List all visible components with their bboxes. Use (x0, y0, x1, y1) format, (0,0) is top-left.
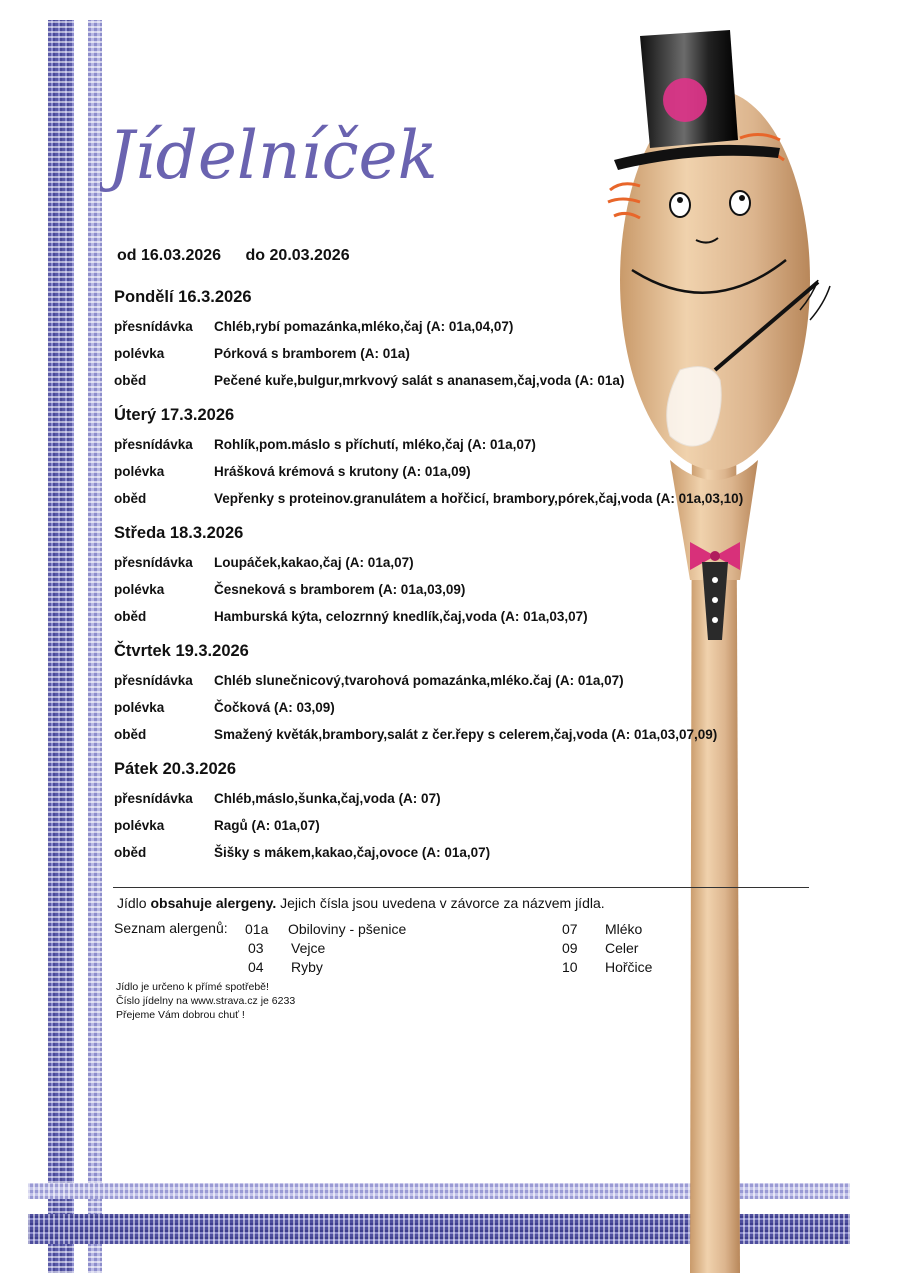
meal-dish: Chléb,rybí pomazánka,mléko,čaj (A: 01a,04,07) (214, 319, 514, 334)
meal-row (114, 606, 834, 633)
meal-row (114, 552, 834, 579)
meal-type: polévka (114, 464, 165, 479)
meal-dish: Ragů (A: 01a,07) (214, 818, 320, 833)
meal-dish: Hamburská kýta, celozrnný knedlík,čaj,voda (A: 01a,03,07) (214, 609, 588, 624)
meal-type: přesnídávka (114, 319, 193, 334)
meal-dish: Chléb slunečnicový,tvarohová pomazánka,mléko.čaj (A: 01a,07) (214, 673, 624, 688)
allergen-item (562, 939, 638, 958)
meal-dish: Rohlík,pom.máslo s příchutí, mléko,čaj (A: 01a,07) (214, 437, 536, 452)
allergen-code: 04 (248, 959, 264, 975)
allergen-code: 07 (562, 921, 578, 937)
meal-row (114, 461, 834, 488)
allergen-item (248, 958, 323, 977)
meal-dish: Vepřenky s proteinov.granulátem a hořčicí, brambory,pórek,čaj,voda (A: 01a,03,10) (214, 491, 744, 506)
footer-notes (116, 980, 295, 1022)
meal-dish: Pečené kuře,bulgur,mrkvový salát s ananasem,čaj,voda (A: 01a) (214, 373, 625, 388)
allergen-code: 03 (248, 940, 264, 956)
meal-row (114, 788, 834, 815)
day-section (114, 287, 834, 397)
meal-type: přesnídávka (114, 437, 193, 452)
meal-type: polévka (114, 346, 165, 361)
day-section (114, 641, 834, 751)
meal-type: polévka (114, 582, 165, 597)
footer-line-bon-appetit: Přejeme Vám dobrou chuť ! (116, 1009, 245, 1021)
divider (113, 887, 809, 888)
meal-row (114, 670, 834, 697)
meal-row (114, 724, 834, 751)
day-title: Pátek 20.3.2026 (114, 760, 237, 778)
allergen-name: Vejce (291, 940, 326, 956)
meal-dish: Pórková s bramborem (A: 01a) (214, 346, 410, 361)
meal-type: přesnídávka (114, 673, 193, 688)
meal-row (114, 579, 834, 606)
allergen-note-suffix: Jejich čísla jsou uvedena v závorce za názvem jídla. (280, 895, 605, 911)
woven-border-vertical-dark (48, 20, 74, 1273)
footer-line-consumption: Jídlo je určeno k přímé spotřebě! (116, 981, 269, 993)
date-to: do 20.03.2026 (245, 247, 350, 264)
meal-row (114, 488, 834, 515)
date-range (117, 247, 370, 265)
meal-dish: Chléb,máslo,šunka,čaj,voda (A: 07) (214, 791, 441, 806)
allergen-item (245, 920, 406, 939)
meal-type: polévka (114, 700, 165, 715)
footer-line-canteen-number: Číslo jídelny na www.strava.cz je 6233 (116, 995, 296, 1007)
date-from: od 16.03.2026 (117, 247, 222, 264)
meal-type: oběd (114, 845, 147, 860)
allergen-note-prefix: Jídlo (117, 895, 147, 911)
meal-type: přesnídávka (114, 555, 193, 570)
allergen-name: Celer (605, 940, 639, 956)
day-title: Středa 18.3.2026 (114, 524, 244, 542)
meal-type: oběd (114, 727, 147, 742)
day-title: Čtvrtek 19.3.2026 (114, 642, 249, 660)
meal-row (114, 316, 834, 343)
day-title: Pondělí 16.3.2026 (114, 288, 252, 306)
meal-dish: Smažený květák,brambory,salát z čer.řepy s celerem,čaj,voda (A: 01a,03,07,09) (214, 727, 718, 742)
page-title-text: Jídelníček (108, 117, 438, 194)
allergen-note (117, 895, 605, 911)
meal-row (114, 697, 834, 724)
meal-dish: Čočková (A: 03,09) (214, 700, 335, 715)
meal-row (114, 343, 834, 370)
allergen-code: 09 (562, 940, 578, 956)
allergen-item (562, 958, 652, 977)
meal-type: přesnídávka (114, 791, 193, 806)
day-section (114, 523, 834, 633)
day-title: Úterý 17.3.2026 (114, 406, 235, 424)
meal-row (114, 842, 834, 869)
allergen-note-bold: obsahuje alergeny. (150, 895, 277, 911)
weekly-menu (114, 287, 834, 877)
allergen-name: Ryby (291, 959, 323, 975)
page-title (100, 90, 440, 210)
meal-dish: Hrášková krémová s krutony (A: 01a,09) (214, 464, 471, 479)
day-section (114, 759, 834, 869)
meal-row (114, 434, 834, 461)
allergen-name: Mléko (605, 921, 643, 937)
allergen-name: Hořčice (605, 959, 653, 975)
day-section (114, 405, 834, 515)
meal-type: oběd (114, 491, 147, 506)
allergen-code: 10 (562, 959, 578, 975)
allergen-list-label: Seznam alergenů: (114, 920, 228, 936)
meal-type: oběd (114, 373, 147, 388)
allergen-item (248, 939, 325, 958)
meal-row (114, 815, 834, 842)
meal-type: oběd (114, 609, 147, 624)
allergen-name: Obiloviny - pšenice (288, 921, 407, 937)
meal-dish: Loupáček,kakao,čaj (A: 01a,07) (214, 555, 414, 570)
allergen-item (562, 920, 642, 939)
meal-dish: Česneková s bramborem (A: 01a,03,09) (214, 582, 466, 597)
meal-row (114, 370, 834, 397)
meal-dish: Šišky s mákem,kakao,čaj,ovoce (A: 01a,07) (214, 845, 491, 860)
meal-type: polévka (114, 818, 165, 833)
allergen-code: 01a (245, 921, 269, 937)
